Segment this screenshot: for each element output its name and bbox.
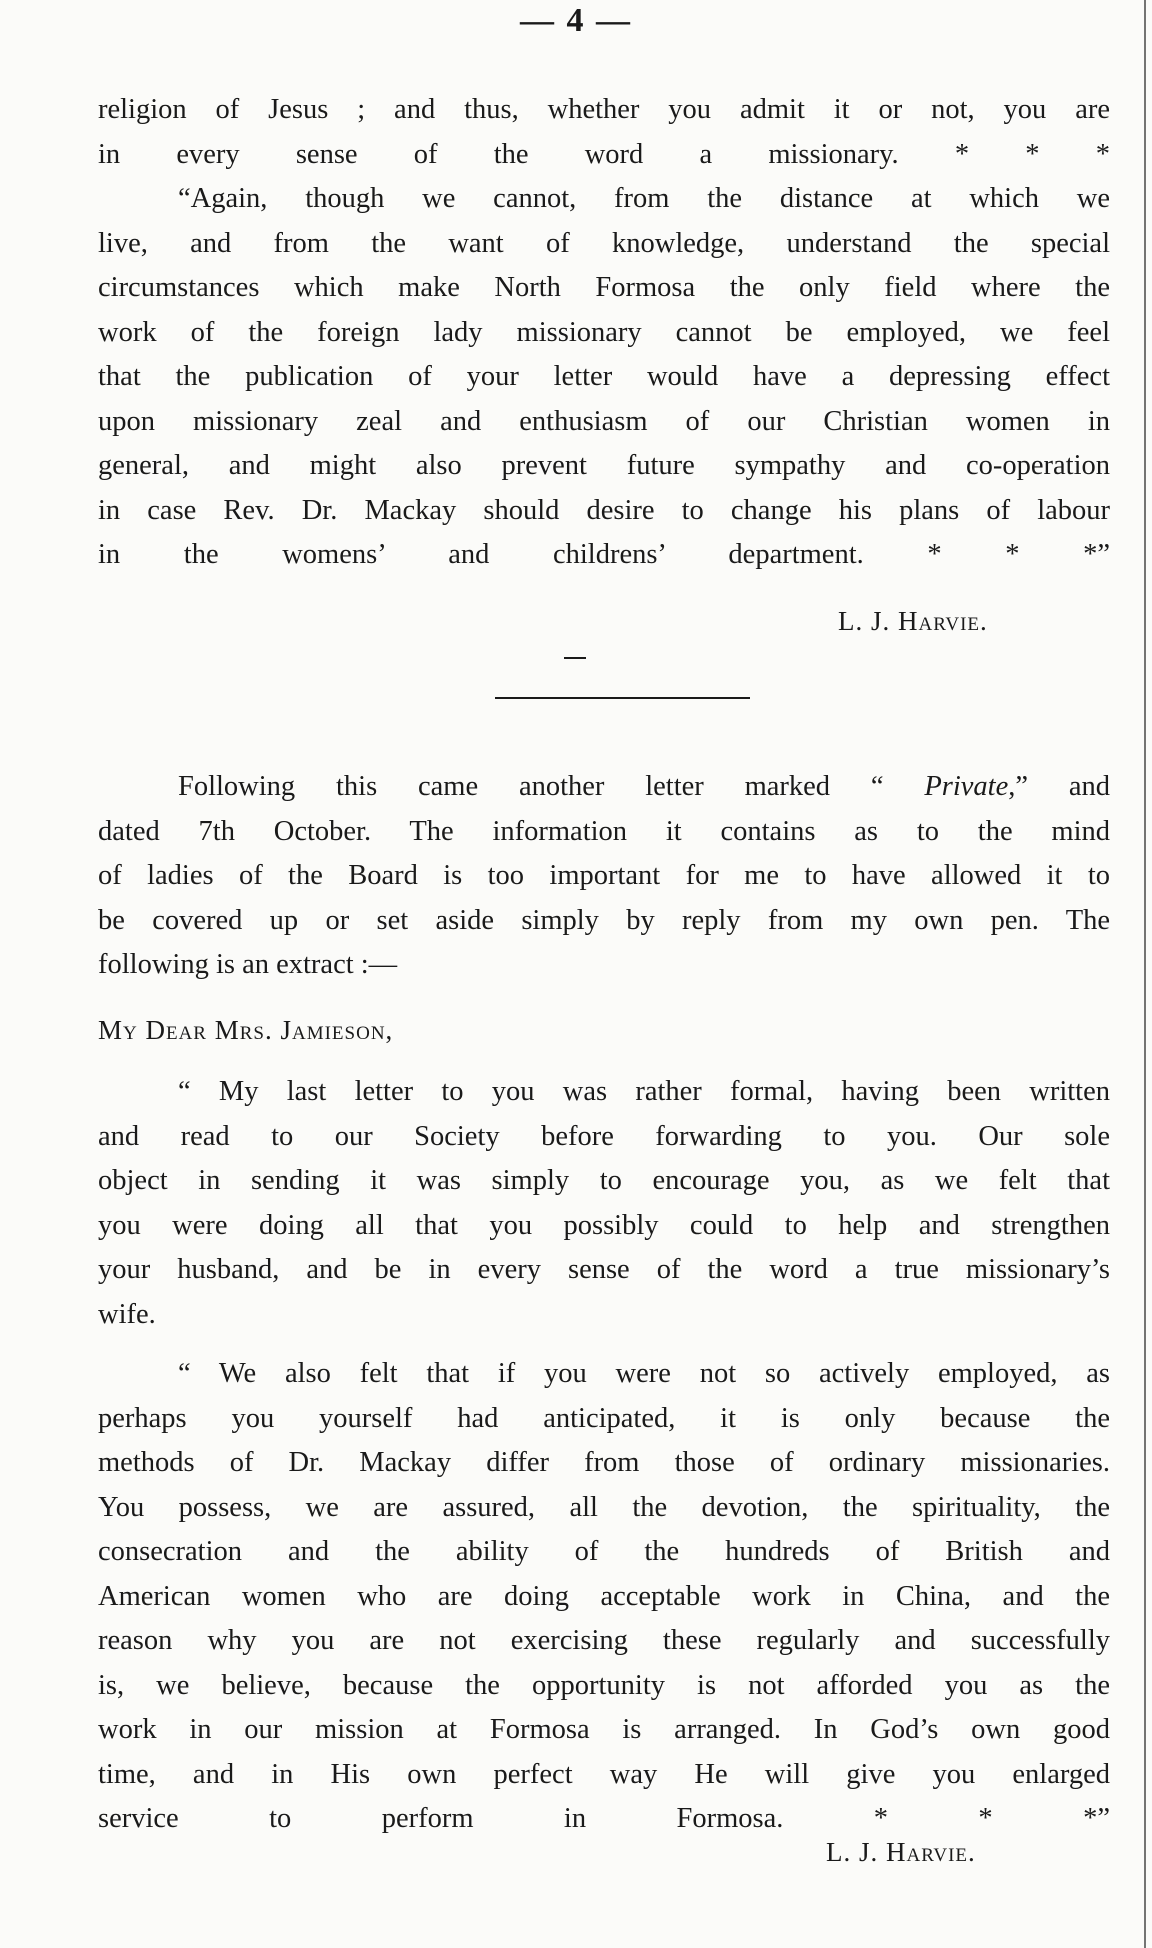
text-line: and read to our Society before forwarding to you. Our sole — [98, 1120, 1110, 1152]
text-line: “ My last letter to you was rather formal, having been written — [178, 1076, 1110, 1107]
text-line: circumstances which make North Formosa the only field where the — [98, 272, 1110, 303]
text-line: religion of Jesus ; and thus, whether you admit it or not, you are — [98, 94, 1110, 125]
narrative-paragraph — [98, 765, 1110, 988]
emphasis-private: Private — [924, 771, 1009, 802]
text-line: that the publication of your letter would have a depressing effect — [98, 361, 1110, 392]
text-line: service to perform in Formosa. * * *” — [98, 1803, 1110, 1834]
text-line: following is an extract :— — [98, 949, 398, 980]
text-line: in every sense of the word a missionary. * * * — [98, 138, 1110, 170]
text-line: American women who are doing acceptable work in China, and the — [98, 1580, 1110, 1612]
text-line: You possess, we are assured, all the devotion, the spirituality, the — [98, 1491, 1110, 1523]
text-line: upon missionary zeal and enthusiasm of our Christian women in — [98, 405, 1110, 437]
private-letter-paragraph-1 — [98, 1070, 1110, 1337]
text-line: live, and from the want of knowledge, understand the special — [98, 227, 1110, 259]
text-line: in case Rev. Dr. Mackay should desire to change his plans of labour — [98, 494, 1110, 526]
text-line: work in our mission at Formosa is arranged. In God’s own good — [98, 1714, 1110, 1745]
text-line: you were doing all that you possibly could to help and strengthen — [98, 1209, 1110, 1241]
text-line: is, we believe, because the opportunity is not afforded you as the — [98, 1669, 1110, 1701]
text-line: general, and might also prevent future sympathy and co-operation — [98, 450, 1110, 481]
text-line: time, and in His own perfect way He will give you enlarged — [98, 1758, 1110, 1790]
text-line: reason why you are not exercising these regularly and successfully — [98, 1625, 1110, 1656]
text-line: work of the foreign lady missionary cannot be employed, we feel — [98, 316, 1110, 348]
text-line: of ladies of the Board is too important for me to have allowed it to — [98, 860, 1110, 891]
text-line: Following this came another letter marked “ Private,” and — [178, 771, 1110, 802]
letter-excerpt-paragraph — [98, 88, 1110, 578]
text-line: wife. — [98, 1298, 156, 1330]
section-dash — [564, 657, 586, 659]
section-divider-rule — [495, 697, 750, 699]
page-number: — 4 — — [520, 2, 632, 39]
text-line: consecration and the ability of the hundreds of British and — [98, 1536, 1110, 1567]
text-line: be covered up or set aside simply by reply from my own pen. The — [98, 904, 1110, 936]
letter-salutation: My Dear Mrs. Jamieson, — [98, 1015, 394, 1045]
private-letter-paragraph-2 — [98, 1352, 1110, 1842]
text-line: object in sending it was simply to encourage you, as we felt that — [98, 1165, 1110, 1196]
text-line: “Again, though we cannot, from the distance at which we — [178, 183, 1110, 214]
text-line: dated 7th October. The information it contains as to the mind — [98, 815, 1110, 847]
text-line: your husband, and be in every sense of the word a true missionary’s — [98, 1254, 1110, 1285]
signature-harvie-2: L. J. Harvie. — [826, 1837, 976, 1867]
text-line: perhaps you yourself had anticipated, it is only because the — [98, 1402, 1110, 1434]
text-line: “ We also felt that if you were not so actively employed, as — [178, 1358, 1110, 1389]
text-line: in the womens’ and childrens’ department. * * *” — [98, 539, 1110, 570]
signature-harvie-1: L. J. Harvie. — [838, 606, 988, 636]
text-line: methods of Dr. Mackay differ from those of ordinary missionaries. — [98, 1447, 1110, 1478]
page-edge-line — [1144, 0, 1146, 1948]
